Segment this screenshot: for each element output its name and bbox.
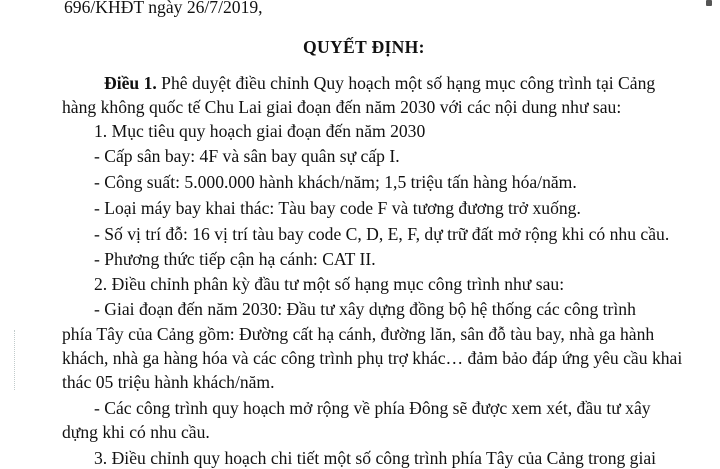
east-line-2: dựng khi có nhu cầu. [62, 422, 210, 442]
bullet-parking-positions: - Số vị trí đỗ: 16 vị trí tàu bay code C, D, E, F, dự trữ đất mở rộng khi có nhu cầu. [94, 224, 670, 244]
article-1-line-1 [104, 72, 655, 94]
bullet-capacity: - Công suất: 5.000.000 hành khách/năm; 1,5 triệu tấn hàng hóa/năm. [94, 172, 577, 192]
bullet-airport-class: - Cấp sân bay: 4F và sân bay quân sự cấp I. [94, 146, 400, 166]
article-1-line-2: hàng không quốc tế Chu Lai giai đoạn đến năm 2030 với các nội dung như sau: [62, 97, 622, 117]
phase-line-1: - Giai đoạn đến năm 2030: Đầu tư xây dựng đồng bộ hệ thống các công trình [94, 299, 636, 319]
seal-fragment [0, 330, 15, 390]
article-label: Điều 1. [104, 73, 157, 93]
article-text-1: Phê duyệt điều chỉnh Quy hoạch một số hạng mục công trình tại Cảng [156, 73, 656, 93]
bullet-approach: - Phương thức tiếp cận hạ cánh: CAT II. [94, 249, 376, 269]
phase-line-4: thác 05 triệu hành khách/năm. [62, 372, 275, 392]
reference-line: 696/KHĐT ngày 26/7/2019, [64, 0, 263, 17]
item-2: 2. Điều chỉnh phân kỳ đầu tư một số hạng mục công trình như sau: [94, 274, 565, 294]
east-line-1: - Các công trình quy hoạch mở rộng về phía Đông sẽ được xem xét, đầu tư xây [94, 398, 651, 418]
phase-line-3: khách, nhà ga hàng hóa và các công trình phụ trợ khác… đảm bảo đáp ứng yêu cầu khai [62, 348, 683, 368]
bullet-aircraft-type: - Loại máy bay khai thác: Tàu bay code F và tương đương trở xuống. [94, 198, 581, 218]
phase-line-2: phía Tây của Cảng gồm: Đường cất hạ cánh, đường lăn, sân đỗ tàu bay, nhà ga hành [62, 324, 655, 344]
scan-mark [706, 0, 712, 6]
item-3: 3. Điều chỉnh quy hoạch chi tiết một số công trình phía Tây của Cảng trong giai [94, 448, 657, 468]
item-1: 1. Mục tiêu quy hoạch giai đoạn đến năm 2030 [94, 121, 426, 141]
decision-heading: QUYẾT ĐỊNH: [303, 37, 425, 57]
